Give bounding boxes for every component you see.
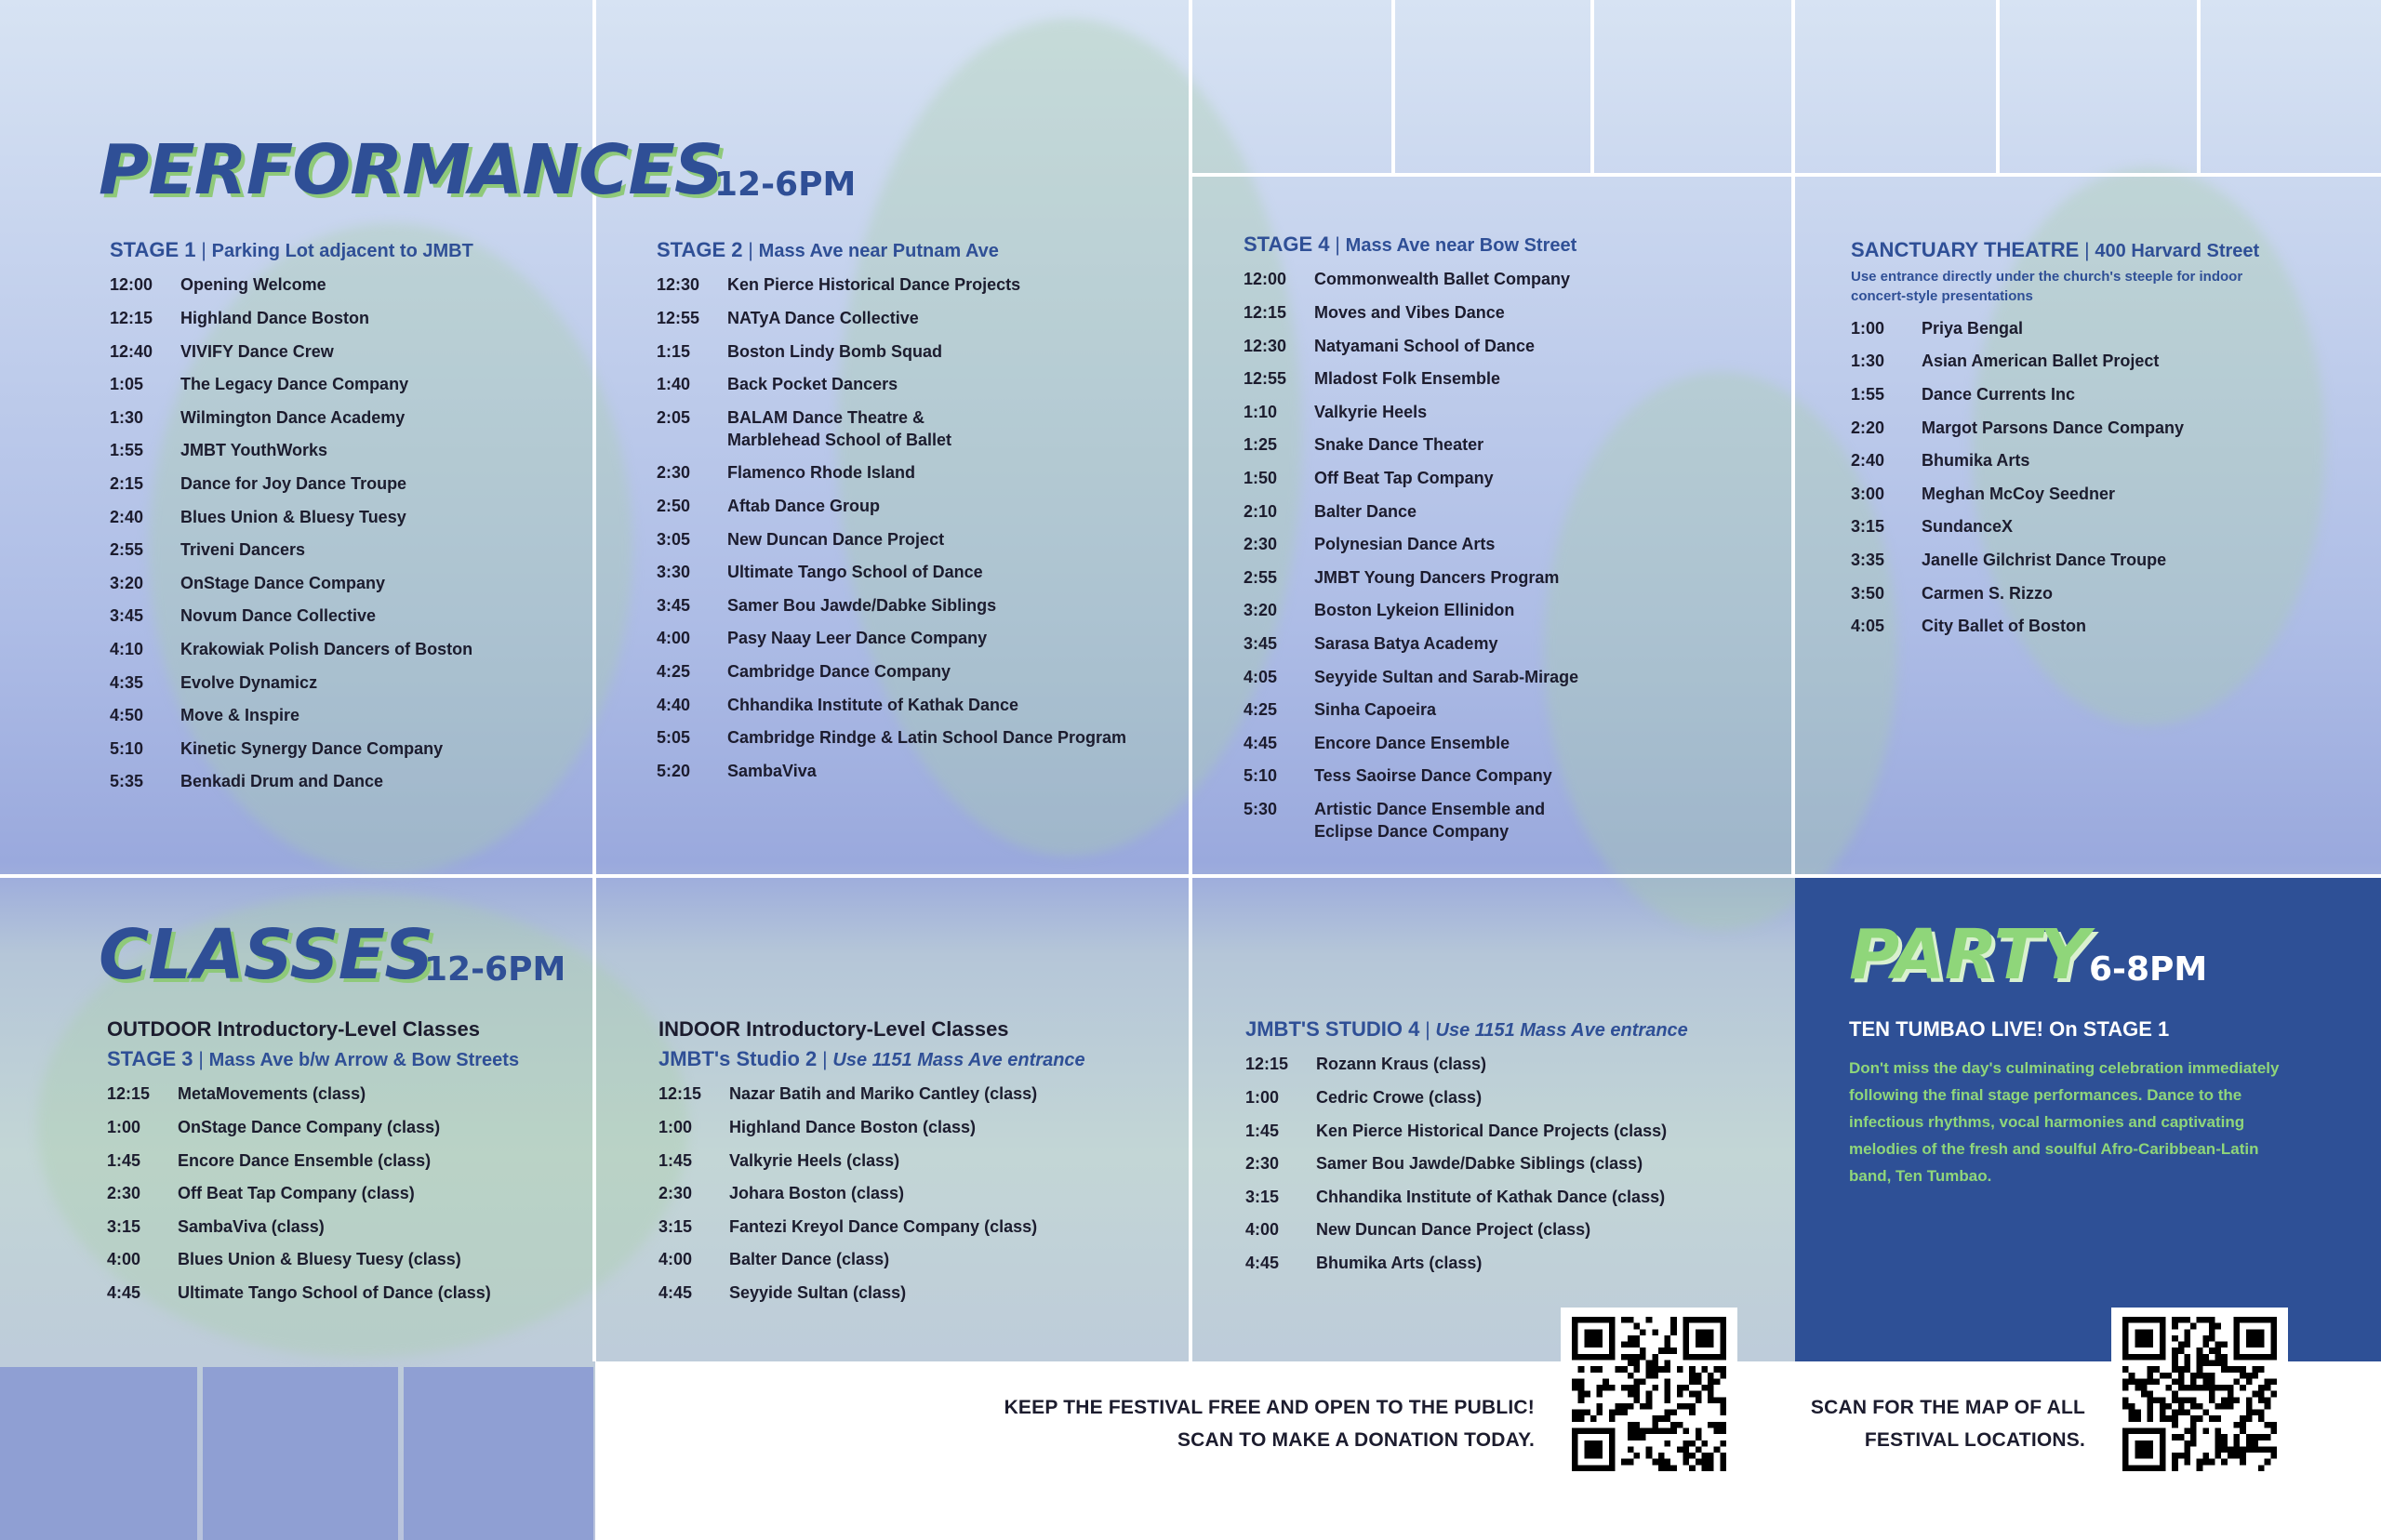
entry-time: 4:05 (1851, 617, 1885, 636)
schedule-entry (107, 1116, 628, 1138)
classes-heading: CLASSES (99, 915, 433, 995)
entry-name: Cedric Crowe (class) (1316, 1087, 1483, 1107)
schedule-entry (1851, 483, 2372, 505)
stage-1-column (110, 238, 631, 803)
entry-time: 1:50 (1244, 468, 1278, 487)
entry-time: 4:10 (110, 639, 144, 658)
entry-name: MetaMovements (class) (178, 1084, 366, 1104)
party-description: Don't miss the day's culminating celebration immediately following the final stage performances. Dance to the infectious rhythms, vocal harmonies and captivating melodies of the fresh and soulful Afro-Caribbean-Latin band, Ten Tumbao. (1849, 1059, 2280, 1185)
schedule-entry (1244, 500, 1764, 523)
map-qr-code[interactable] (2111, 1308, 2288, 1480)
entry-time: 1:45 (1245, 1121, 1280, 1140)
entry-name: New Duncan Dance Project (727, 529, 945, 549)
schedule-entry (657, 373, 1177, 395)
schedule-entry (110, 638, 631, 660)
entry-time: 1:45 (658, 1150, 693, 1170)
entry-time: 3:15 (107, 1216, 141, 1236)
entry-time: 12:15 (658, 1084, 702, 1104)
entry-name: NATyA Dance Collective (727, 308, 919, 327)
entry-time: 2:10 (1244, 501, 1278, 521)
entry-time: 5:10 (110, 738, 144, 758)
schedule-entry (110, 604, 631, 627)
entry-name: Off Beat Tap Company (1314, 468, 1494, 487)
schedule-entry (658, 1215, 1179, 1238)
entry-name: Valkyrie Heels (class) (729, 1150, 900, 1170)
entry-name: Tess Saoirse Dance Company (1314, 766, 1552, 786)
schedule-entry (1245, 1252, 1766, 1274)
entry-time: 4:25 (657, 661, 691, 681)
performances-heading: PERFORMANCES (99, 130, 724, 210)
entry-time: 3:15 (658, 1216, 693, 1236)
entry-name: The Legacy Dance Company (180, 375, 409, 394)
entry-name: Samer Bou Jawde/Dabke Siblings (class) (1316, 1154, 1643, 1174)
schedule-entry (1851, 582, 2372, 604)
entry-name: SambaViva (class) (178, 1216, 325, 1236)
entry-name: Snake Dance Theater (1314, 435, 1484, 455)
entry-name: Seyyide Sultan and Sarab-Mirage (1314, 667, 1579, 686)
entry-time: 1:00 (107, 1117, 141, 1136)
schedule-entry (658, 1116, 1179, 1138)
donation-cta: KEEP THE FESTIVAL FREE AND OPEN TO THE PUBLIC! SCAN TO MAKE A DONATION TODAY. (1004, 1397, 1535, 1451)
entry-time: 12:55 (657, 308, 700, 327)
schedule-entry (107, 1082, 628, 1105)
entry-name: City Ballet of Boston (1922, 617, 2087, 636)
schedule-entry (1244, 367, 1764, 390)
entry-time: 1:00 (658, 1117, 693, 1136)
entry-name: Benkadi Drum and Dance (180, 772, 384, 791)
entry-name: Highland Dance Boston (180, 308, 370, 327)
entry-name: Ken Pierce Historical Dance Projects (class) (1316, 1121, 1668, 1140)
entry-time: 3:15 (1851, 517, 1885, 537)
schedule-entry (107, 1182, 628, 1204)
schedule-entry (110, 770, 631, 792)
entry-name: Carmen S. Rizzo (1922, 583, 2054, 603)
schedule-entry (1244, 599, 1764, 621)
entry-time: 1:40 (657, 375, 691, 394)
entry-name: Moves and Vibes Dance (1314, 302, 1505, 322)
schedule-entry (1851, 615, 2372, 637)
schedule-entry (657, 406, 1177, 451)
entry-name: Balter Dance (1314, 501, 1417, 521)
entry-time: 3:50 (1851, 583, 1885, 603)
entry-name: Encore Dance Ensemble (1314, 733, 1510, 752)
schedule-entry (107, 1248, 628, 1270)
schedule-entry (110, 273, 631, 296)
entry-time: 12:30 (1244, 336, 1287, 355)
entry-time: 2:20 (1851, 418, 1885, 437)
entry-name: Evolve Dynamicz (180, 672, 318, 692)
entry-name: Off Beat Tap Company (class) (178, 1184, 415, 1203)
schedule-entry (1244, 698, 1764, 721)
schedule-entry (110, 737, 631, 760)
entry-name: Krakowiak Polish Dancers of Boston (180, 639, 473, 658)
entry-name: Meghan McCoy Seedner (1922, 484, 2116, 503)
entry-name: Chhandika Institute of Kathak Dance (class) (1316, 1187, 1666, 1206)
entry-name: Mladost Folk Ensemble (1314, 369, 1501, 389)
schedule-entry (107, 1281, 628, 1304)
entry-time: 4:05 (1244, 667, 1278, 686)
entry-name: Artistic Dance Ensemble and Eclipse Dance Company (1314, 799, 1546, 841)
schedule-entry (1244, 764, 1764, 787)
entry-name: Johara Boston (class) (729, 1184, 905, 1203)
entry-name: Encore Dance Ensemble (class) (178, 1150, 432, 1170)
schedule-entry (658, 1149, 1179, 1172)
entry-time: 4:00 (657, 629, 691, 648)
schedule-entry (1244, 268, 1764, 290)
entry-name: Kinetic Synergy Dance Company (180, 738, 444, 758)
schedule-entry (1244, 433, 1764, 456)
grid-line-v7 (2197, 0, 2201, 173)
performances-time: 12-6PM (714, 166, 857, 204)
stage-1-title: STAGE 1 | Parking Lot adjacent to JMBT (110, 238, 473, 261)
sanctuary-entrance-note: Use entrance directly under the church's steeple for indoor concert-style presentations (1851, 269, 2243, 304)
entry-time: 2:50 (657, 496, 691, 515)
entry-time: 4:35 (110, 672, 144, 692)
entry-time: 12:40 (110, 341, 153, 361)
stage-4-title: STAGE 4 | Mass Ave near Bow Street (1244, 232, 1577, 256)
schedule-entry (1244, 533, 1764, 555)
entry-name: Boston Lykeion Ellinidon (1314, 601, 1515, 620)
schedule-entry (110, 506, 631, 528)
entry-name: Commonwealth Ballet Company (1314, 270, 1571, 289)
party-time: 6-8PM (2089, 950, 2208, 989)
entry-name: Asian American Ballet Project (1922, 352, 2160, 371)
entry-time: 5:10 (1244, 766, 1278, 786)
entry-time: 2:30 (657, 463, 691, 483)
entry-name: Ultimate Tango School of Dance (727, 563, 983, 582)
entry-name: Sinha Capoeira (1314, 700, 1437, 720)
entry-name: Ken Pierce Historical Dance Projects (727, 275, 1021, 295)
entry-time: 4:45 (1245, 1253, 1280, 1272)
grid-line-h-top (1190, 173, 2381, 177)
schedule-entry (110, 538, 631, 561)
entry-time: 5:30 (1244, 799, 1278, 818)
classes-time: 12-6PM (424, 950, 566, 989)
schedule-entry (107, 1215, 628, 1238)
entry-name: Move & Inspire (180, 706, 300, 725)
entry-time: 2:55 (110, 540, 144, 560)
entry-time: 1:00 (1851, 318, 1885, 338)
entry-time: 5:05 (657, 728, 691, 748)
qr-code-icon (2121, 1317, 2279, 1471)
entry-time: 1:10 (1244, 402, 1278, 421)
entry-name: Blues Union & Bluesy Tuesy (180, 507, 406, 526)
entry-name: Cambridge Rindge & Latin School Dance Program (727, 728, 1127, 748)
entry-name: Seyyide Sultan (class) (729, 1282, 907, 1302)
schedule-entry (657, 495, 1177, 517)
entry-name: SundanceX (1922, 517, 2014, 537)
schedule-entry (657, 760, 1177, 782)
schedule-entry (1244, 301, 1764, 324)
entry-name: Ultimate Tango School of Dance (class) (178, 1282, 491, 1302)
entry-name: Balter Dance (class) (729, 1250, 890, 1269)
entry-name: VIVIFY Dance Crew (180, 341, 334, 361)
entry-name: Highland Dance Boston (class) (729, 1117, 977, 1136)
party-subtitle: TEN TUMBAO LIVE! On STAGE 1 (1849, 1017, 2170, 1041)
entry-time: 1:55 (1851, 385, 1885, 405)
schedule-entry (1851, 417, 2372, 439)
entry-name: Bhumika Arts (class) (1316, 1253, 1483, 1272)
entry-time: 12:15 (1244, 302, 1287, 322)
entry-time: 3:45 (657, 595, 691, 615)
schedule-entry (1244, 401, 1764, 423)
entry-name: SambaViva (727, 761, 817, 780)
schedule-entry (657, 528, 1177, 551)
entry-name: Bhumika Arts (1922, 451, 2030, 471)
entry-time: 5:20 (657, 761, 691, 780)
entry-time: 1:05 (110, 375, 144, 394)
entry-name: Natyamani School of Dance (1314, 336, 1536, 355)
schedule-entry (658, 1281, 1179, 1304)
entry-time: 4:50 (110, 706, 144, 725)
entry-time: 3:20 (1244, 601, 1278, 620)
map-cta: SCAN FOR THE MAP OF ALL FESTIVAL LOCATIONS. (1810, 1397, 2085, 1451)
entry-name: Janelle Gilchrist Dance Troupe (1922, 551, 2167, 570)
studio-4-title: JMBT'S STUDIO 4 | Use 1151 Mass Ave entrance (1245, 1017, 1688, 1041)
entry-name: Samer Bou Jawde/Dabke Siblings (727, 595, 997, 615)
schedule-entry (1245, 1152, 1766, 1175)
schedule-entry (110, 572, 631, 594)
entry-name: New Duncan Dance Project (class) (1316, 1220, 1591, 1240)
schedule-entry (107, 1149, 628, 1172)
entry-name: Dance for Joy Dance Troupe (180, 473, 407, 493)
entry-time: 4:45 (107, 1282, 141, 1302)
schedule-entry (657, 340, 1177, 363)
schedule-entry (110, 671, 631, 694)
entry-name: OnStage Dance Company (180, 573, 386, 592)
entry-time: 4:45 (1244, 733, 1278, 752)
schedule-entry (110, 373, 631, 395)
entry-name: JMBT Young Dancers Program (1314, 567, 1560, 587)
entry-time: 4:00 (107, 1250, 141, 1269)
outdoor-classes-column (107, 1017, 628, 1315)
schedule-entry (110, 307, 631, 329)
entry-time: 12:30 (657, 275, 700, 295)
stage-2-column (657, 238, 1177, 792)
footer-tile-1 (0, 1367, 197, 1540)
stage-3-title: STAGE 3 | Mass Ave b/w Arrow & Bow Streets (107, 1047, 520, 1070)
entry-name: Chhandika Institute of Kathak Dance (727, 695, 1019, 714)
entry-name: Dance Currents Inc (1922, 385, 2076, 405)
schedule-entry (657, 660, 1177, 683)
entry-time: 3:05 (657, 529, 691, 549)
schedule-entry (1244, 798, 1764, 843)
entry-time: 3:15 (1245, 1187, 1280, 1206)
entry-time: 2:15 (110, 473, 144, 493)
grid-line-v2 (1189, 0, 1192, 1361)
entry-time: 2:30 (107, 1184, 141, 1203)
schedule-entry (658, 1182, 1179, 1204)
sanctuary-theatre-title: SANCTUARY THEATRE | 400 Harvard Street (1851, 238, 2260, 261)
entry-time: 3:45 (1244, 633, 1278, 653)
schedule-entry (657, 273, 1177, 296)
entry-time: 1:30 (110, 407, 144, 427)
entry-name: JMBT YouthWorks (180, 441, 328, 460)
entry-time: 1:15 (657, 341, 691, 361)
schedule-entry (110, 472, 631, 495)
schedule-entry (1245, 1218, 1766, 1241)
entry-time: 3:45 (110, 606, 144, 626)
entry-name: Pasy Naay Leer Dance Company (727, 629, 988, 648)
grid-line-v5 (1590, 0, 1594, 173)
indoor-classes-column (658, 1017, 1179, 1315)
schedule-entry (657, 561, 1177, 583)
schedule-entry (657, 627, 1177, 649)
schedule-entry (1244, 335, 1764, 357)
schedule-entry (1851, 515, 2372, 538)
entry-time: 4:00 (1245, 1220, 1280, 1240)
schedule-entry (1244, 732, 1764, 754)
entry-name: OnStage Dance Company (class) (178, 1117, 441, 1136)
schedule-entry (1244, 566, 1764, 589)
outdoor-classes-label: OUTDOOR Introductory-Level Classes (107, 1017, 480, 1041)
schedule-entry (1244, 666, 1764, 688)
entry-time: 1:30 (1851, 352, 1885, 371)
party-heading: PARTY (1849, 915, 2089, 995)
indoor-classes-label: INDOOR Introductory-Level Classes (658, 1017, 1009, 1041)
schedule-entry (657, 461, 1177, 484)
entry-name: Back Pocket Dancers (727, 375, 898, 394)
entry-time: 2:55 (1244, 567, 1278, 587)
schedule-entry (1245, 1186, 1766, 1208)
schedule-entry (110, 406, 631, 429)
studio-4-column (1245, 1017, 1766, 1285)
entry-name: Wilmington Dance Academy (180, 407, 406, 427)
schedule-entry (110, 704, 631, 726)
qr-code-icon (1570, 1317, 1728, 1471)
entry-time: 2:30 (1245, 1154, 1280, 1174)
grid-line-v3 (1791, 0, 1795, 878)
entry-time: 12:00 (1244, 270, 1287, 289)
entry-name: Boston Lindy Bomb Squad (727, 341, 942, 361)
footer-tile-2 (203, 1367, 398, 1540)
entry-name: Novum Dance Collective (180, 606, 377, 626)
entry-name: Polynesian Dance Arts (1314, 535, 1496, 554)
entry-name: BALAM Dance Theatre & Marblehead School of Ballet (727, 407, 952, 449)
schedule-entry (657, 694, 1177, 716)
schedule-entry (658, 1248, 1179, 1270)
entry-time: 3:00 (1851, 484, 1885, 503)
entry-name: Cambridge Dance Company (727, 661, 951, 681)
entry-time: 12:55 (1244, 369, 1287, 389)
stage-2-title: STAGE 2 | Mass Ave near Putnam Ave (657, 238, 999, 261)
entry-name: Valkyrie Heels (1314, 402, 1428, 421)
entry-time: 12:00 (110, 275, 153, 295)
schedule-entry (657, 594, 1177, 617)
entry-time: 4:25 (1244, 700, 1278, 720)
entry-name: Opening Welcome (180, 275, 326, 295)
schedule-entry (1244, 632, 1764, 655)
footer-tile-3 (404, 1367, 593, 1540)
entry-time: 2:30 (1244, 535, 1278, 554)
stage-4-column (1244, 232, 1764, 853)
schedule-entry (1851, 383, 2372, 405)
entry-time: 5:35 (110, 772, 144, 791)
entry-time: 4:45 (658, 1282, 693, 1302)
grid-line-v6 (1996, 0, 2000, 173)
schedule-entry (1851, 449, 2372, 471)
entry-time: 2:05 (657, 407, 691, 427)
schedule-entry (1245, 1120, 1766, 1142)
schedule-entry (110, 340, 631, 363)
schedule-entry (1851, 350, 2372, 372)
entry-time: 1:25 (1244, 435, 1278, 455)
grid-line-v4 (1391, 0, 1395, 173)
entry-name: Blues Union & Bluesy Tuesy (class) (178, 1250, 461, 1269)
entry-time: 3:35 (1851, 551, 1885, 570)
sanctuary-theatre-column (1851, 238, 2372, 648)
schedule-entry (657, 307, 1177, 329)
entry-name: Sarasa Batya Academy (1314, 633, 1498, 653)
entry-time: 2:40 (110, 507, 144, 526)
studio-2-title: JMBT's Studio 2 | Use 1151 Mass Ave entrance (658, 1047, 1085, 1070)
schedule-entry (1244, 467, 1764, 489)
schedule-entry (1245, 1053, 1766, 1075)
donation-qr-code[interactable] (1561, 1308, 1737, 1480)
entry-time: 12:15 (107, 1084, 151, 1104)
entry-time: 4:40 (657, 695, 691, 714)
entry-time: 1:55 (110, 441, 144, 460)
entry-time: 12:15 (110, 308, 153, 327)
entry-name: Aftab Dance Group (727, 496, 881, 515)
entry-time: 3:30 (657, 563, 691, 582)
schedule-entry (1245, 1086, 1766, 1109)
schedule-entry (658, 1082, 1179, 1105)
entry-name: Priya Bengal (1922, 318, 2024, 338)
entry-time: 4:00 (658, 1250, 693, 1269)
schedule-entry (657, 726, 1177, 749)
entry-time: 1:45 (107, 1150, 141, 1170)
entry-name: Margot Parsons Dance Company (1922, 418, 2185, 437)
entry-time: 2:40 (1851, 451, 1885, 471)
entry-name: Triveni Dancers (180, 540, 306, 560)
entry-name: Rozann Kraus (class) (1316, 1055, 1487, 1074)
schedule-entry (1851, 549, 2372, 571)
entry-time: 1:00 (1245, 1087, 1280, 1107)
entry-time: 2:30 (658, 1184, 693, 1203)
entry-time: 12:15 (1245, 1055, 1289, 1074)
entry-time: 3:20 (110, 573, 144, 592)
entry-name: Nazar Batih and Mariko Cantley (class) (729, 1084, 1038, 1104)
schedule-entry (1851, 317, 2372, 339)
entry-name: Fantezi Kreyol Dance Company (class) (729, 1216, 1038, 1236)
entry-name: Flamenco Rhode Island (727, 463, 916, 483)
schedule-entry (110, 439, 631, 461)
